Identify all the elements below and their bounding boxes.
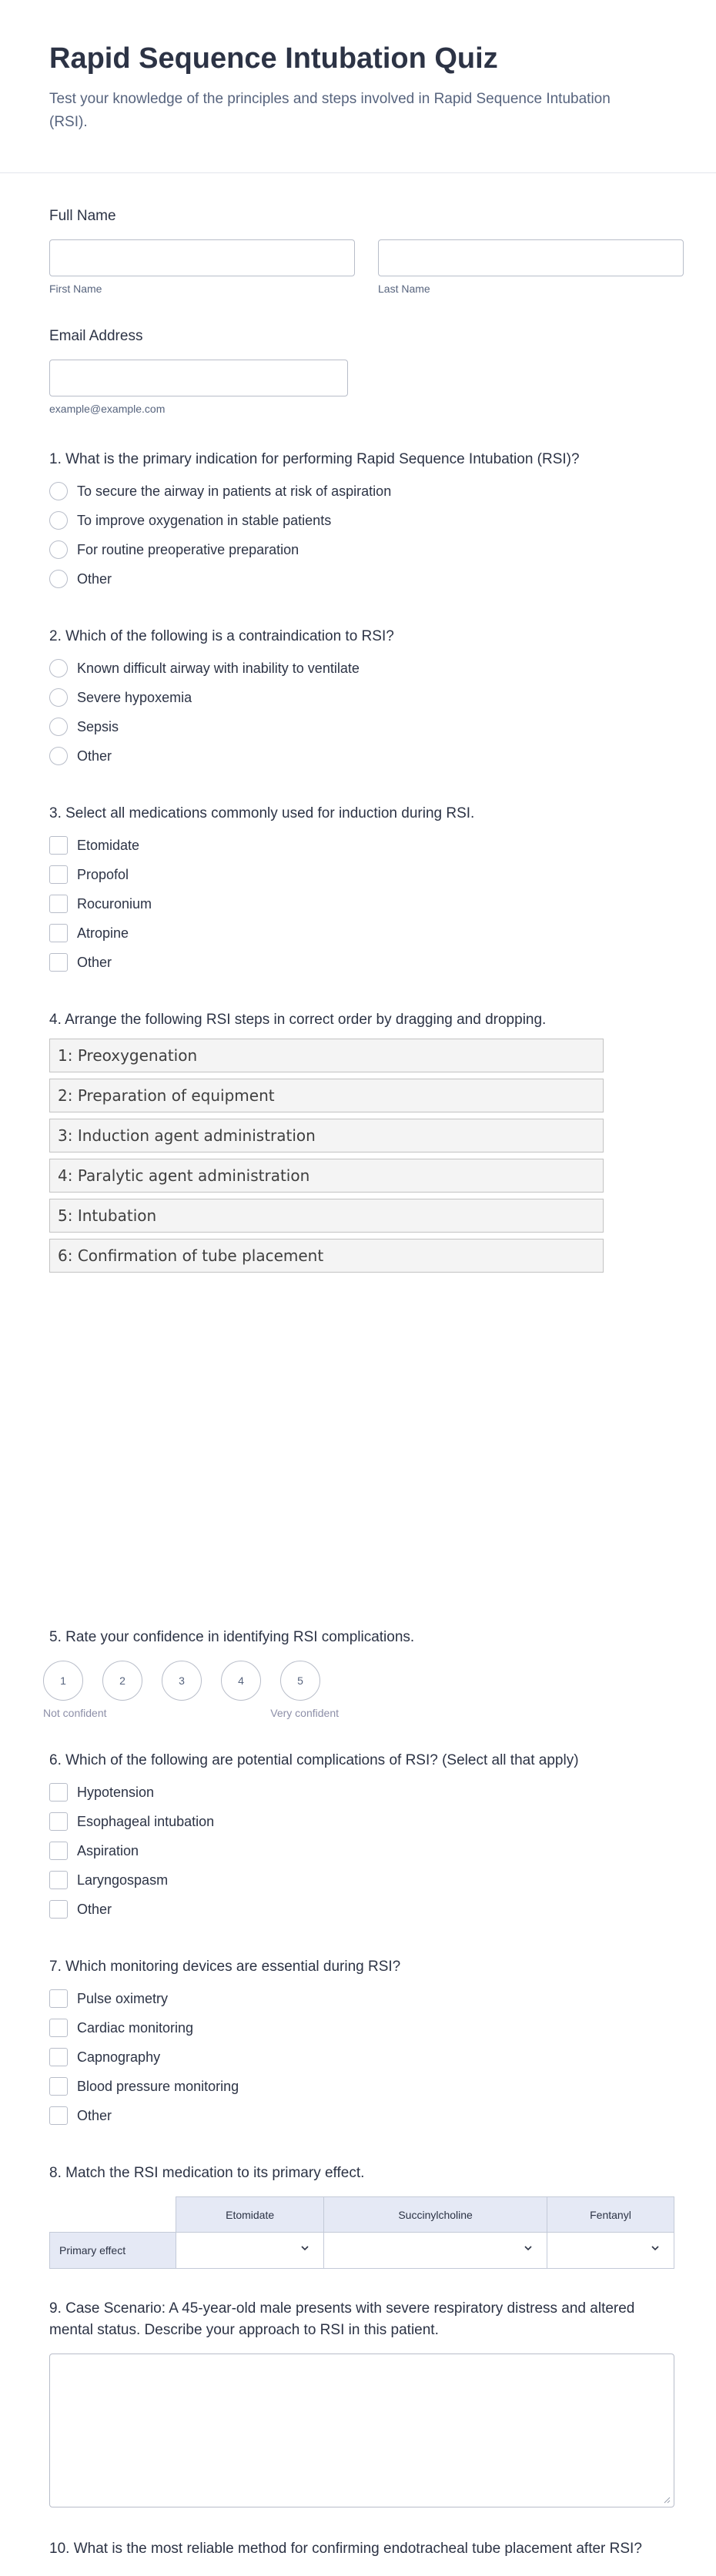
page-title: Rapid Sequence Intubation Quiz xyxy=(49,42,498,75)
q3-option-label: Rocuronium xyxy=(77,895,152,912)
q1-option-label: Other xyxy=(77,570,112,587)
q1-option[interactable] xyxy=(49,535,684,564)
rating-high-label: Very confident xyxy=(270,1707,339,1719)
q6-option[interactable] xyxy=(49,1865,684,1895)
name-row xyxy=(49,239,684,295)
q5-section xyxy=(43,1627,684,1719)
q4-label: 4. Arrange the following RSI steps in correct order by dragging and dropping. xyxy=(49,1012,547,1028)
q6-option[interactable] xyxy=(49,1895,684,1924)
first-name-input[interactable] xyxy=(49,239,355,276)
last-name-col xyxy=(378,239,684,295)
q2-option[interactable] xyxy=(49,683,684,712)
q3-option[interactable] xyxy=(49,831,684,860)
dropdown[interactable] xyxy=(177,2233,323,2267)
q9-label: 9. Case Scenario: A 45-year-old male presents with severe respiratory distress and altered mental status. Describe your approach to RSI in this patient. xyxy=(49,2300,635,2338)
q6-option[interactable] xyxy=(49,1778,684,1807)
q2-option-label: Known difficult airway with inability to ventilate xyxy=(77,660,360,676)
q3-option[interactable] xyxy=(49,889,684,918)
last-name-sublabel: Last Name xyxy=(378,283,430,295)
checkbox[interactable] xyxy=(49,1900,68,1919)
page-subtitle: Test your knowledge of the principles and steps involved in Rapid Sequence Intubation (RSI). xyxy=(49,91,611,130)
q1-option[interactable] xyxy=(49,564,684,594)
matrix-corner xyxy=(50,2197,176,2233)
full-name-section xyxy=(49,206,684,295)
radio-button[interactable] xyxy=(49,718,68,736)
resize-handle-icon[interactable] xyxy=(663,2496,671,2504)
matrix-column-header: Etomidate xyxy=(176,2197,324,2233)
matrix-select-etomidate[interactable] xyxy=(176,2233,324,2269)
q6-section xyxy=(49,1750,684,1924)
q3-option[interactable] xyxy=(49,860,684,889)
q2-option[interactable] xyxy=(49,712,684,741)
first-name-sublabel: First Name xyxy=(49,283,102,295)
radio-button[interactable] xyxy=(49,511,68,530)
q6-option-label: Aspiration xyxy=(77,1842,139,1858)
q2-option-label: Other xyxy=(77,748,112,764)
matrix-header-row xyxy=(50,2197,674,2233)
sortable-item[interactable]: 2: Preparation of equipment xyxy=(49,1079,604,1112)
checkbox[interactable] xyxy=(49,2048,68,2066)
radio-button[interactable] xyxy=(49,747,68,765)
q1-option-label: To improve oxygenation in stable patients xyxy=(77,512,332,528)
q1-label: 1. What is the primary indication for performing Rapid Sequence Intubation (RSI)? xyxy=(49,451,580,467)
q6-option-label: Laryngospasm xyxy=(77,1872,169,1888)
q6-option-label: Esophageal intubation xyxy=(77,1813,215,1829)
checkbox[interactable] xyxy=(49,2077,68,2096)
sortable-list xyxy=(49,1039,604,1273)
matrix-select-fentanyl[interactable] xyxy=(547,2233,674,2269)
q2-section xyxy=(49,626,684,771)
radio-button[interactable] xyxy=(49,659,68,677)
chevron-down-icon xyxy=(650,2243,661,2253)
checkbox[interactable] xyxy=(49,2019,68,2037)
q6-option[interactable] xyxy=(49,1836,684,1865)
rating-option-3[interactable]: 3 xyxy=(162,1661,202,1701)
q4-section xyxy=(49,1009,684,1594)
q5-label: 5. Rate your confidence in identifying RSI complications. xyxy=(49,1629,415,1645)
q7-option-label: Blood pressure monitoring xyxy=(77,2078,239,2094)
checkbox[interactable] xyxy=(49,836,68,855)
q7-option[interactable] xyxy=(49,2042,684,2072)
q7-label: 7. Which monitoring devices are essential during RSI? xyxy=(49,1959,401,1975)
full-name-label: Full Name xyxy=(49,208,116,224)
sortable-item[interactable]: 1: Preoxygenation xyxy=(49,1039,604,1072)
q6-option-label: Other xyxy=(77,1901,112,1917)
radio-button[interactable] xyxy=(49,570,68,588)
q7-option[interactable] xyxy=(49,2072,684,2101)
checkbox[interactable] xyxy=(49,1812,68,1831)
q7-option[interactable] xyxy=(49,2013,684,2042)
q3-option-label: Propofol xyxy=(77,866,129,882)
q3-option-label: Other xyxy=(77,954,112,970)
checkbox[interactable] xyxy=(49,2106,68,2125)
q7-option[interactable] xyxy=(49,1984,684,2013)
quiz-form xyxy=(0,173,716,2560)
checkbox[interactable] xyxy=(49,1871,68,1889)
rating-low-label: Not confident xyxy=(43,1707,107,1719)
q3-option-label: Atropine xyxy=(77,925,129,941)
q2-option-label: Sepsis xyxy=(77,718,119,734)
q3-option[interactable] xyxy=(49,918,684,948)
chevron-down-icon xyxy=(523,2243,534,2253)
email-hint: example@example.com xyxy=(49,403,166,415)
rating-option-2[interactable]: 2 xyxy=(102,1661,142,1701)
q1-option-label: To secure the airway in patients at risk of aspiration xyxy=(77,483,392,499)
first-name-col xyxy=(49,239,355,295)
checkbox[interactable] xyxy=(49,1842,68,1860)
chevron-down-icon xyxy=(299,2243,310,2253)
q3-option[interactable] xyxy=(49,948,684,977)
matrix-select-succinylcholine[interactable] xyxy=(324,2233,547,2269)
checkbox[interactable] xyxy=(49,924,68,942)
q7-option-label: Capnography xyxy=(77,2049,161,2065)
checkbox[interactable] xyxy=(49,1989,68,2008)
q7-section xyxy=(49,1956,684,2130)
sortable-item[interactable]: 6: Confirmation of tube placement xyxy=(49,1239,604,1273)
q2-label: 2. Which of the following is a contraindication to RSI? xyxy=(49,628,394,644)
rating-scale-labels xyxy=(43,1707,339,1719)
rating-scale xyxy=(43,1661,684,1701)
q1-option-label: For routine preoperative preparation xyxy=(77,541,299,557)
email-section xyxy=(49,326,684,415)
q6-option-label: Hypotension xyxy=(77,1784,155,1800)
form-header xyxy=(0,0,716,173)
matrix-row-header: Primary effect xyxy=(50,2233,176,2269)
radio-button[interactable] xyxy=(49,540,68,559)
email-label: Email Address xyxy=(49,328,143,344)
radio-button[interactable] xyxy=(49,482,68,500)
q3-label: 3. Select all medications commonly used for induction during RSI. xyxy=(49,805,475,821)
q9-section xyxy=(49,2298,684,2507)
q7-option[interactable] xyxy=(49,2101,684,2130)
dropdown[interactable] xyxy=(548,2233,673,2267)
q8-section xyxy=(49,2163,684,2269)
checkbox[interactable] xyxy=(49,895,68,913)
matrix-column-header: Succinylcholine xyxy=(324,2197,547,2233)
q10-label: 10. What is the most reliable method for confirming endotracheal tube placement after RSI? xyxy=(49,2541,642,2557)
rating-option-5[interactable]: 5 xyxy=(280,1661,320,1701)
sortable-item[interactable]: 4: Paralytic agent administration xyxy=(49,1159,604,1193)
q1-section xyxy=(49,449,684,594)
last-name-input[interactable] xyxy=(378,239,684,276)
case-scenario-textarea[interactable] xyxy=(49,2354,674,2507)
q8-label: 8. Match the RSI medication to its primary effect. xyxy=(49,2165,365,2181)
rating-option-1[interactable]: 1 xyxy=(43,1661,83,1701)
matrix-column-header: Fentanyl xyxy=(547,2197,674,2233)
q6-label: 6. Which of the following are potential complications of RSI? (Select all that apply) xyxy=(49,1752,579,1768)
rating-option-4[interactable]: 4 xyxy=(221,1661,261,1701)
dropdown[interactable] xyxy=(325,2233,546,2267)
sortable-item[interactable]: 3: Induction agent administration xyxy=(49,1119,604,1153)
matrix-row xyxy=(50,2233,674,2269)
q3-option-label: Etomidate xyxy=(77,837,140,853)
q3-section xyxy=(49,803,684,977)
checkbox[interactable] xyxy=(49,953,68,972)
checkbox[interactable] xyxy=(49,1783,68,1802)
q7-option-label: Pulse oximetry xyxy=(77,1990,169,2006)
q10-section xyxy=(49,2538,684,2560)
checkbox[interactable] xyxy=(49,865,68,884)
q1-option[interactable] xyxy=(49,506,684,535)
q1-option[interactable] xyxy=(49,477,684,506)
q7-option-label: Cardiac monitoring xyxy=(77,2019,194,2036)
q7-option-label: Other xyxy=(77,2107,112,2123)
matrix-table xyxy=(49,2196,674,2269)
sortable-item[interactable]: 5: Intubation xyxy=(49,1199,604,1233)
email-input[interactable] xyxy=(49,360,348,396)
radio-button[interactable] xyxy=(49,688,68,707)
q2-option[interactable] xyxy=(49,654,684,683)
q6-option[interactable] xyxy=(49,1807,684,1836)
q2-option-label: Severe hypoxemia xyxy=(77,689,192,705)
q2-option[interactable] xyxy=(49,741,684,771)
